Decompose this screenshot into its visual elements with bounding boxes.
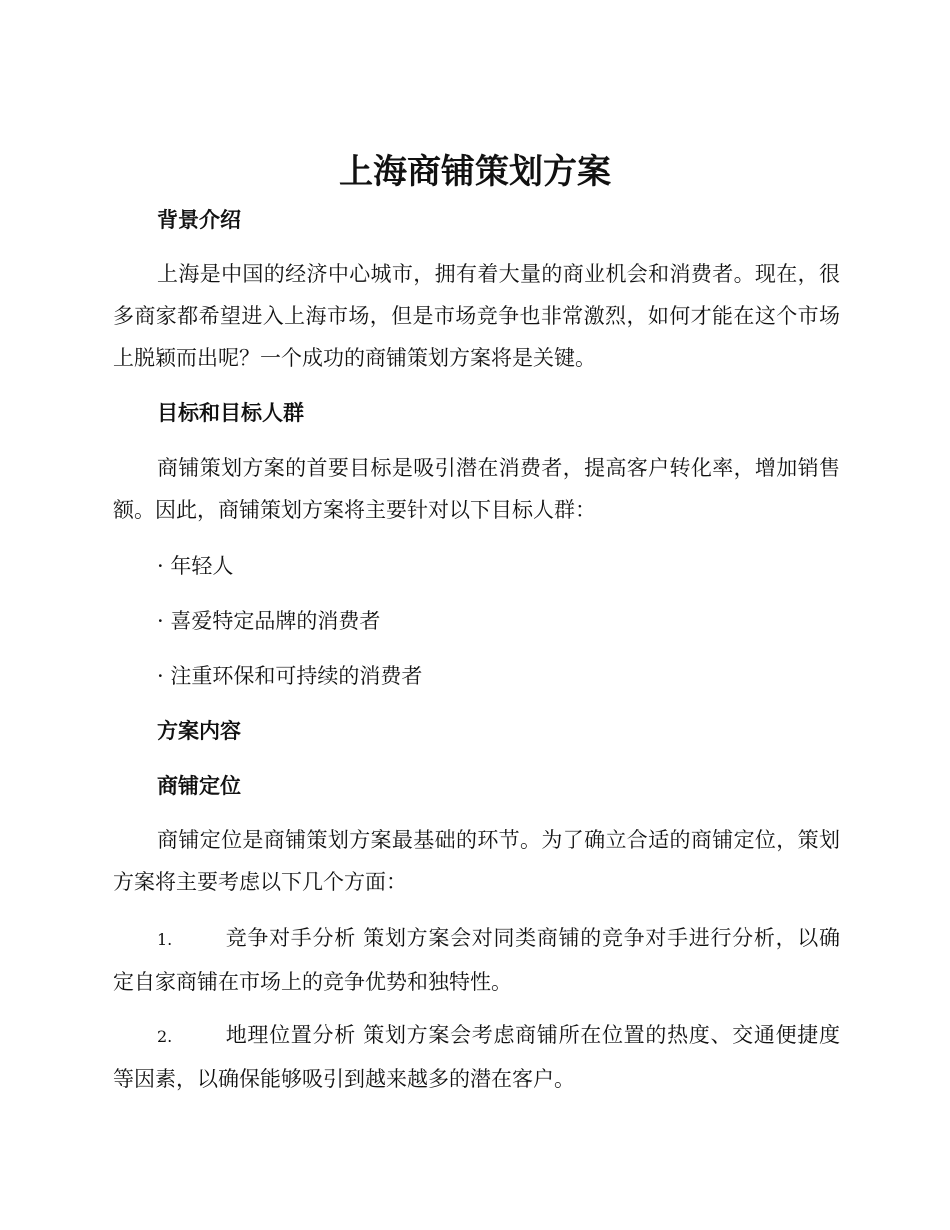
numbered-item	[113, 917, 840, 1003]
bullet-item: · 喜爱特定品牌的消费者	[157, 609, 381, 633]
section-heading-content: 方案内容	[157, 719, 241, 743]
paragraph-target: 商铺策划方案的首要目标是吸引潜在消费者，提高客户转化率，增加销售额。因此，商铺策划方案将主要针对以下目标人群：	[113, 456, 840, 522]
document-title: 上海商铺策划方案	[339, 152, 611, 192]
section-heading-background: 背景介绍	[157, 208, 241, 232]
paragraph-background: 上海是中国的经济中心城市，拥有着大量的商业机会和消费者。现在，很多商家都希望进入上海市场，但是市场竞争也非常激烈，如何才能在这个市场上脱颖而出呢？一个成功的商铺策划方案将是关键。	[113, 262, 840, 370]
numbered-item	[113, 1014, 840, 1100]
bullet-item: · 年轻人	[157, 554, 234, 578]
paragraph-positioning: 商铺定位是商铺策划方案最基础的环节。为了确立合适的商铺定位，策划方案将主要考虑以下几个方面：	[113, 828, 840, 894]
item-text: 竞争对手分析 策划方案会对同类商铺的竞争对手进行分析，以确定自家商铺在市场上的竞争优势和独特性。	[113, 926, 840, 994]
item-number: 2.	[157, 1027, 173, 1046]
section-heading-target: 目标和目标人群	[157, 401, 304, 425]
item-number: 1.	[157, 930, 173, 949]
item-text: 地理位置分析 策划方案会考虑商铺所在位置的热度、交通便捷度等因素，以确保能够吸引到越来越多的潜在客户。	[113, 1023, 840, 1091]
section-heading-positioning: 商铺定位	[157, 774, 241, 798]
bullet-item: · 注重环保和可持续的消费者	[157, 664, 423, 688]
